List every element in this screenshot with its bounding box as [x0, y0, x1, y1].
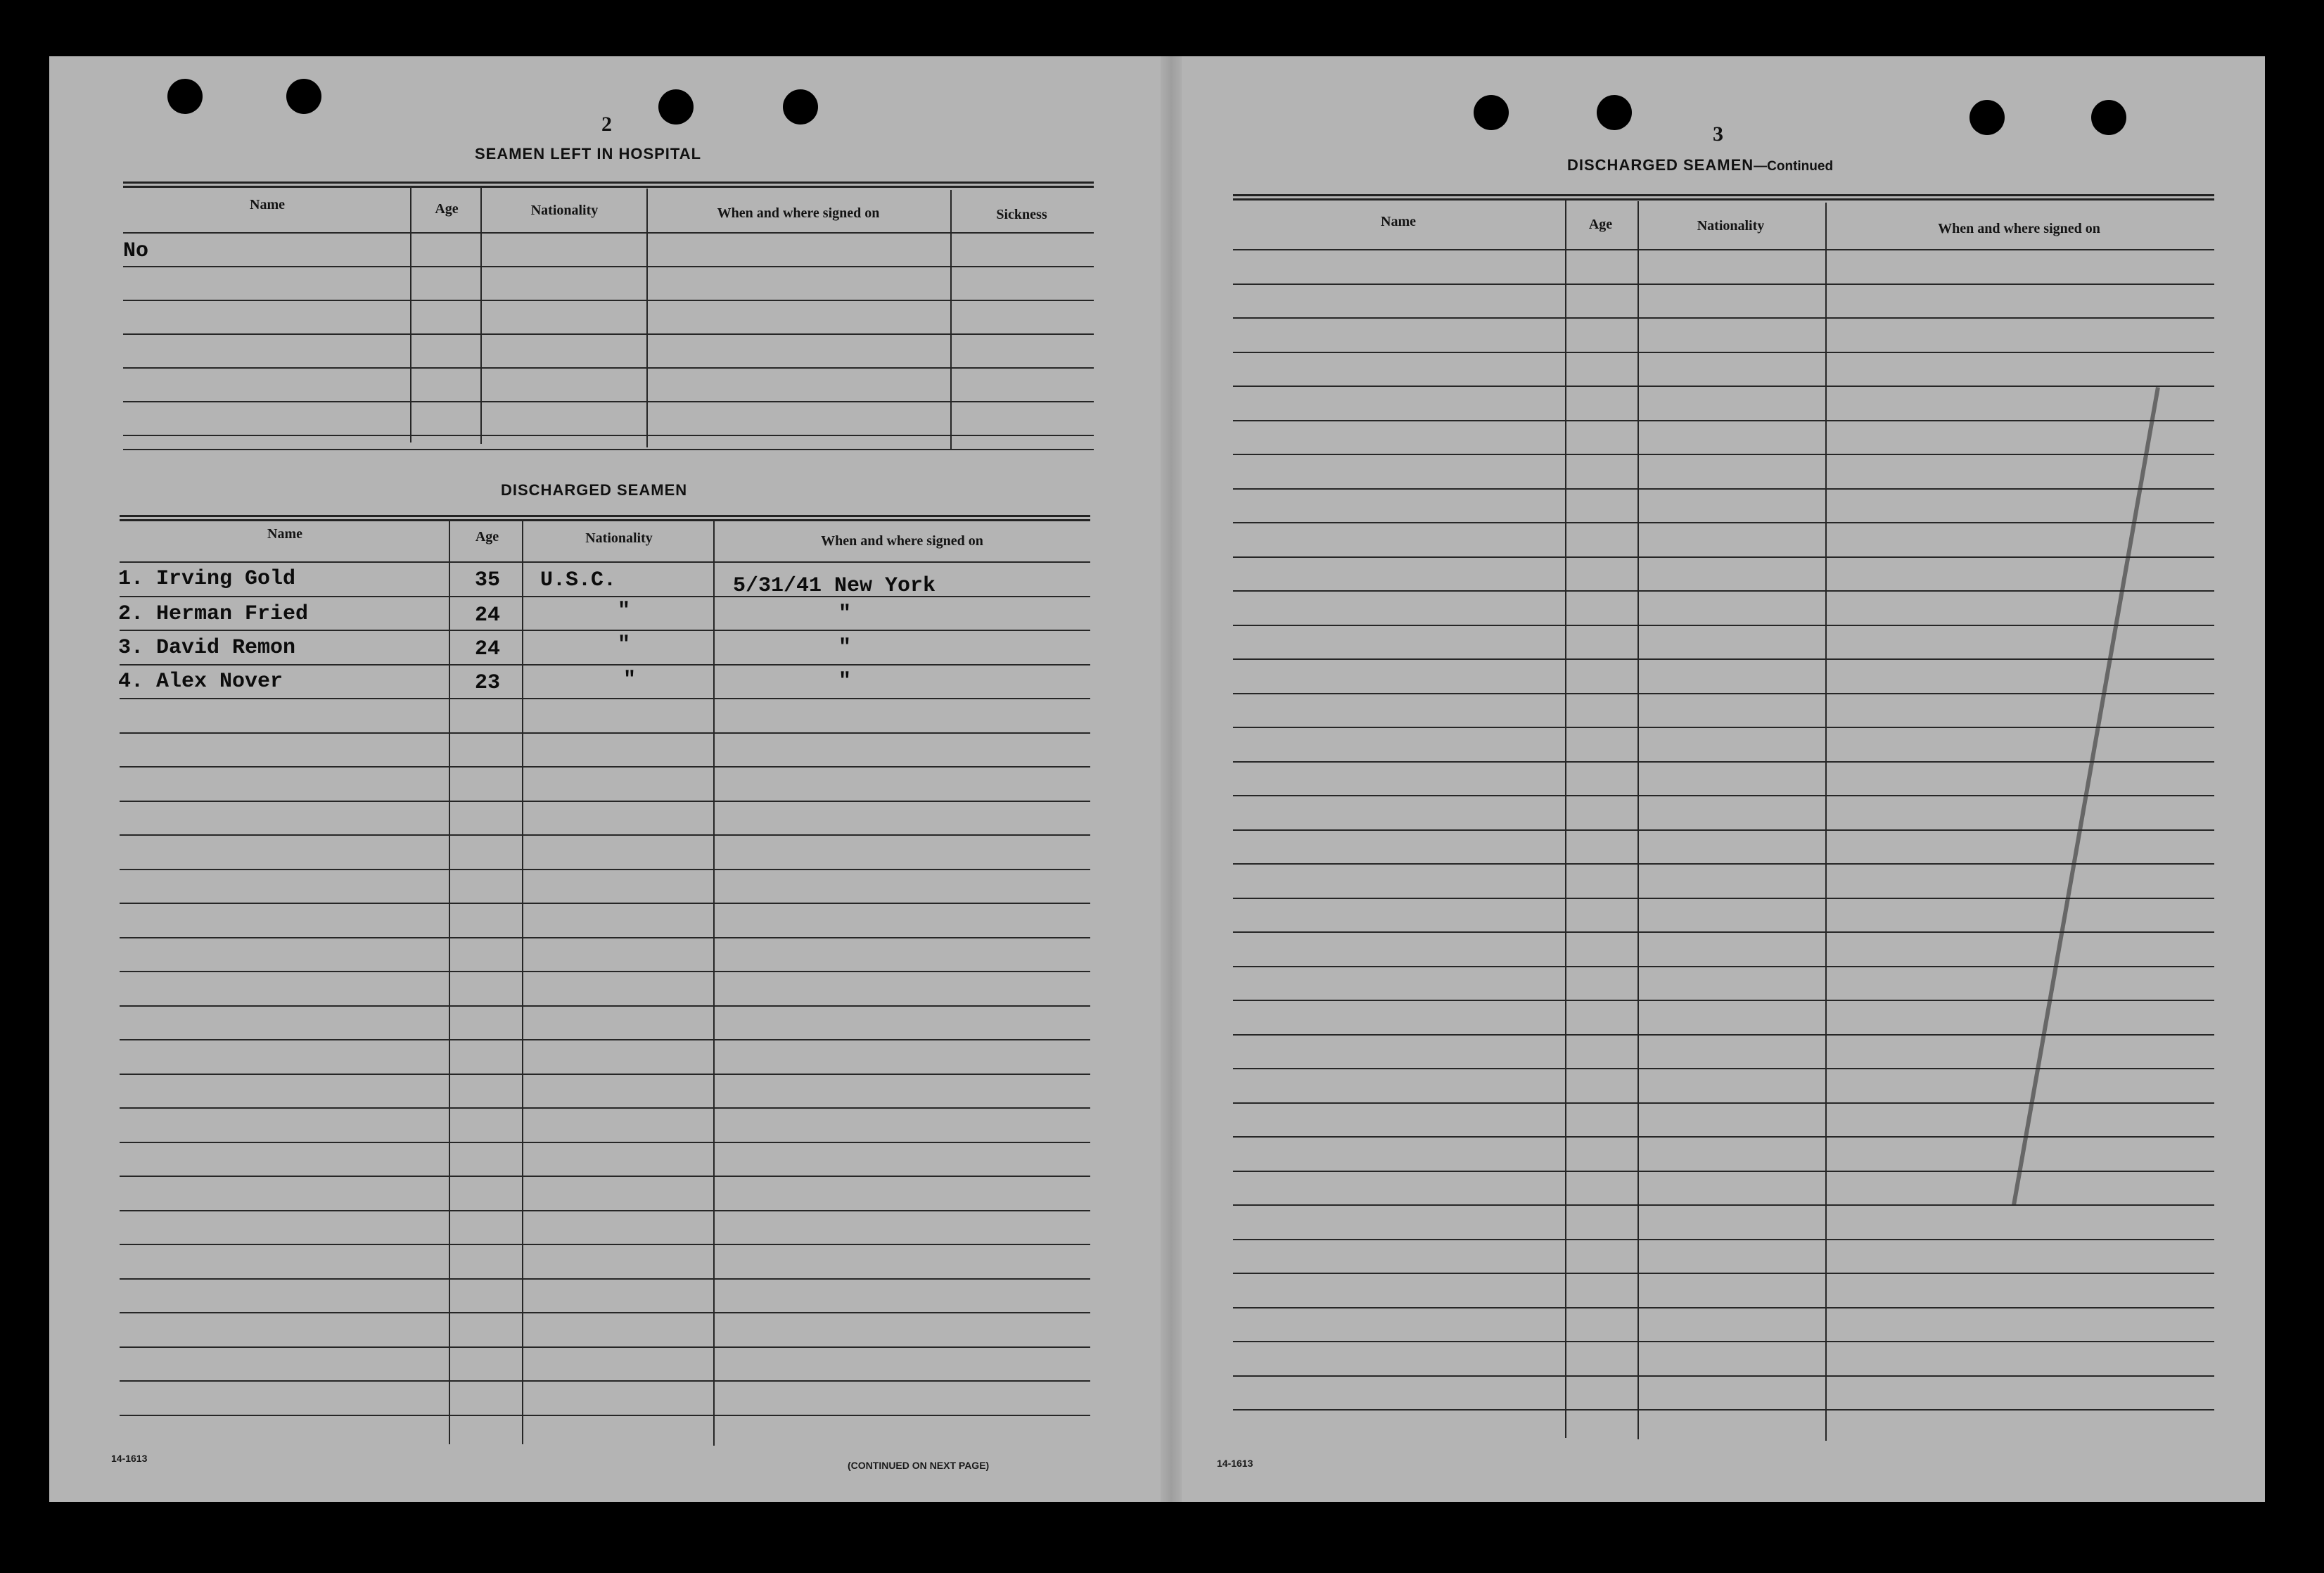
col-header-nationality: Nationality	[1697, 218, 1765, 234]
ruled-line	[120, 698, 1090, 699]
col-header-nationality: Nationality	[530, 203, 599, 218]
page-fold	[1161, 56, 1182, 1502]
col-header-signed-on: When and where signed on	[1938, 221, 2100, 236]
punch-hole	[167, 79, 203, 114]
ruled-line	[120, 1074, 1090, 1075]
ruled-line	[1233, 966, 2214, 967]
ruled-line	[120, 1278, 1090, 1280]
discharged-continued-title	[1567, 156, 1833, 174]
ruled-line	[120, 561, 1090, 563]
ruled-line	[120, 596, 1090, 597]
ruled-line	[1233, 693, 2214, 694]
col-header-age: Age	[435, 201, 459, 217]
ruled-line	[1233, 1273, 2214, 1274]
form-number-left: 14-1613	[111, 1453, 148, 1464]
seaman-age: 35	[475, 568, 501, 592]
ruled-line	[120, 1312, 1090, 1313]
ruled-line	[120, 869, 1090, 870]
ruled-line	[1233, 420, 2214, 421]
ruled-line	[1233, 1204, 2214, 1206]
ruled-line	[1233, 931, 2214, 933]
seaman-signed-on: 5/31/41 New York	[733, 574, 936, 598]
col-header-age: Age	[475, 529, 499, 544]
hospital-table	[123, 182, 1094, 463]
ruled-line	[120, 1142, 1090, 1143]
seaman-signed-on: "	[838, 670, 852, 694]
ruled-line	[120, 1005, 1090, 1007]
ruled-line	[120, 766, 1090, 768]
col-header-signed-on: When and where signed on	[717, 205, 880, 221]
ruled-line	[120, 903, 1090, 904]
punch-hole	[658, 89, 694, 125]
ruled-line	[1233, 1068, 2214, 1069]
punch-hole	[2091, 100, 2126, 135]
ruled-line	[1233, 1171, 2214, 1172]
col-header-nationality: Nationality	[585, 530, 653, 546]
col-header-signed-on: When and where signed on	[821, 533, 983, 549]
ruled-line	[1233, 625, 2214, 626]
ruled-line	[1233, 863, 2214, 865]
seaman-age: 23	[475, 671, 501, 695]
ruled-line	[120, 834, 1090, 836]
ruled-line	[1233, 1102, 2214, 1104]
title-suffix: —Continued	[1754, 159, 1834, 174]
ruled-line	[120, 1346, 1090, 1348]
ruled-line	[120, 1210, 1090, 1211]
ruled-line	[1233, 658, 2214, 660]
ruled-line	[120, 937, 1090, 938]
ruled-line	[1233, 249, 2214, 250]
page-number-left: 2	[601, 113, 612, 136]
ruled-line	[120, 630, 1090, 631]
ruled-line	[120, 971, 1090, 972]
seaman-name: 2. Herman Fried	[118, 602, 309, 626]
discharged-continued-table	[1233, 194, 2214, 1443]
col-header-name: Name	[250, 197, 285, 212]
ruled-line	[1233, 488, 2214, 490]
seaman-name: 4. Alex Nover	[118, 670, 283, 694]
ruled-line	[120, 1039, 1090, 1040]
ruled-line	[1233, 829, 2214, 831]
ruled-line	[1233, 1000, 2214, 1001]
col-header-name: Name	[1381, 214, 1416, 229]
ruled-line	[1233, 1136, 2214, 1138]
ruled-line	[1233, 454, 2214, 455]
ruled-line	[1233, 556, 2214, 558]
seaman-nationality: "	[618, 633, 631, 657]
punch-hole	[1597, 95, 1632, 130]
ruled-line	[1233, 1341, 2214, 1342]
col-header-age: Age	[1588, 217, 1613, 232]
seaman-signed-on: "	[838, 602, 852, 626]
ruled-line	[1233, 386, 2214, 387]
continued-note: (CONTINUED ON NEXT PAGE)	[848, 1460, 990, 1471]
ruled-line	[1233, 1307, 2214, 1308]
ruled-line	[120, 664, 1090, 666]
col-header-name: Name	[267, 526, 302, 542]
title-main: DISCHARGED SEAMEN	[1567, 156, 1754, 174]
seaman-signed-on: "	[838, 636, 852, 660]
form-number-right: 14-1613	[1217, 1458, 1253, 1469]
discharged-section-title: DISCHARGED SEAMEN	[501, 481, 688, 499]
hospital-entry: No	[123, 239, 149, 263]
ruled-line	[1233, 317, 2214, 319]
ruled-line	[120, 1107, 1090, 1109]
ruled-line	[1233, 761, 2214, 763]
ruled-line	[1233, 590, 2214, 592]
ruled-line	[120, 732, 1090, 734]
punch-hole	[783, 89, 818, 125]
seaman-age: 24	[475, 637, 501, 661]
punch-hole	[286, 79, 321, 114]
ruled-line	[120, 1176, 1090, 1177]
seaman-nationality: "	[618, 599, 631, 623]
seaman-name: 3. David Remon	[118, 636, 296, 660]
hospital-section-title: SEAMEN LEFT IN HOSPITAL	[475, 145, 702, 163]
ruled-line	[1233, 1239, 2214, 1240]
ruled-line	[1233, 1034, 2214, 1036]
ruled-line	[120, 1380, 1090, 1382]
ruled-line	[120, 1415, 1090, 1416]
seaman-nationality: U.S.C.	[540, 568, 617, 592]
ruled-line	[120, 1244, 1090, 1245]
ruled-line	[1233, 352, 2214, 353]
col-header-sickness: Sickness	[996, 207, 1047, 222]
seaman-nationality: "	[623, 668, 637, 692]
seaman-name: 1. Irving Gold	[118, 567, 296, 591]
ruled-line	[1233, 522, 2214, 523]
discharged-table	[120, 515, 1090, 1451]
ruled-line	[1233, 795, 2214, 796]
document-sheet	[49, 56, 2265, 1502]
punch-hole	[1474, 95, 1509, 130]
ruled-line	[1233, 1375, 2214, 1377]
punch-hole	[1969, 100, 2005, 135]
ruled-line	[1233, 727, 2214, 728]
seaman-age: 24	[475, 604, 501, 628]
ruled-line	[1233, 284, 2214, 285]
page-number-right: 3	[1713, 122, 1723, 146]
ruled-line	[120, 801, 1090, 802]
ruled-line	[1233, 1409, 2214, 1410]
